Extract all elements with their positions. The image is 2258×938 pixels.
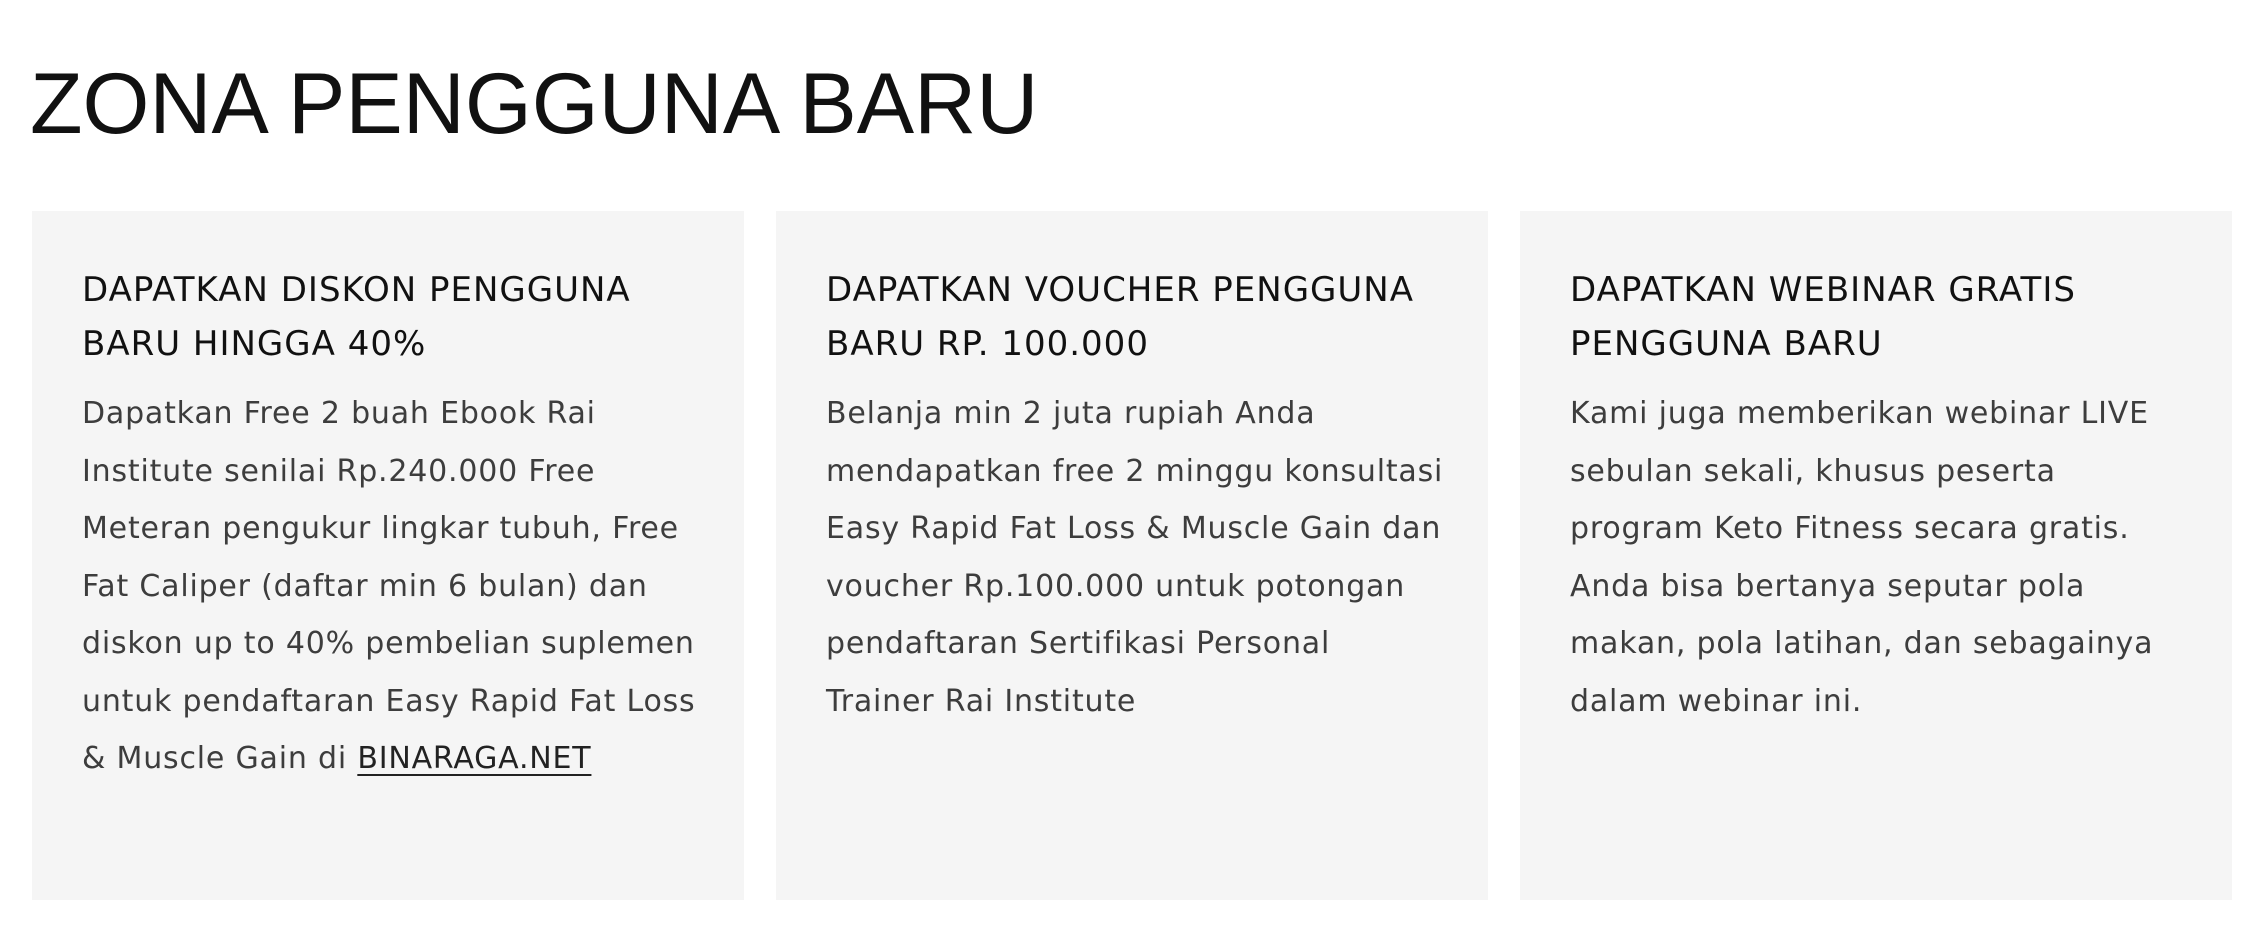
promo-cards bbox=[32, 211, 2232, 900]
card-title: DAPATKAN DISKON PENGGUNA BARU HINGGA 40% bbox=[82, 270, 631, 364]
page-title: ZONA PENGGUNA BARU bbox=[30, 56, 1039, 152]
card-description bbox=[82, 385, 704, 788]
card-title: DAPATKAN VOUCHER PENGGUNA BARU RP. 100.000 bbox=[826, 270, 1414, 364]
card-description: Kami juga memberikan webinar LIVE sebulan sekali, khusus peserta program Keto Fitness secara gratis. Anda bisa bertanya seputar pola makan, pola latihan, dan sebagainya dalam webinar ini. bbox=[1570, 396, 2154, 719]
promo-card-discount bbox=[32, 211, 744, 900]
promo-card-voucher bbox=[776, 211, 1488, 900]
card-description-text: Dapatkan Free 2 buah Ebook Rai Institute senilai Rp.240.000 Free Meteran pengukur lingkar tubuh, Free Fat Caliper (daftar min 6 bulan) dan diskon up to 40% pembelian suplemen untuk pendaftaran Easy Rapid Fat Loss & Muscle Gain di bbox=[82, 396, 696, 776]
card-title: DAPATKAN WEBINAR GRATIS PENGGUNA BARU bbox=[1570, 270, 2076, 364]
promo-card-webinar bbox=[1520, 211, 2232, 900]
binaraga-link[interactable]: BINARAGA.NET bbox=[357, 741, 592, 776]
card-description: Belanja min 2 juta rupiah Anda mendapatkan free 2 minggu konsultasi Easy Rapid Fat Loss & Muscle Gain dan voucher Rp.100.000 untuk potongan pendaftaran Sertifikasi Personal Trainer Rai Institute bbox=[826, 396, 1444, 719]
